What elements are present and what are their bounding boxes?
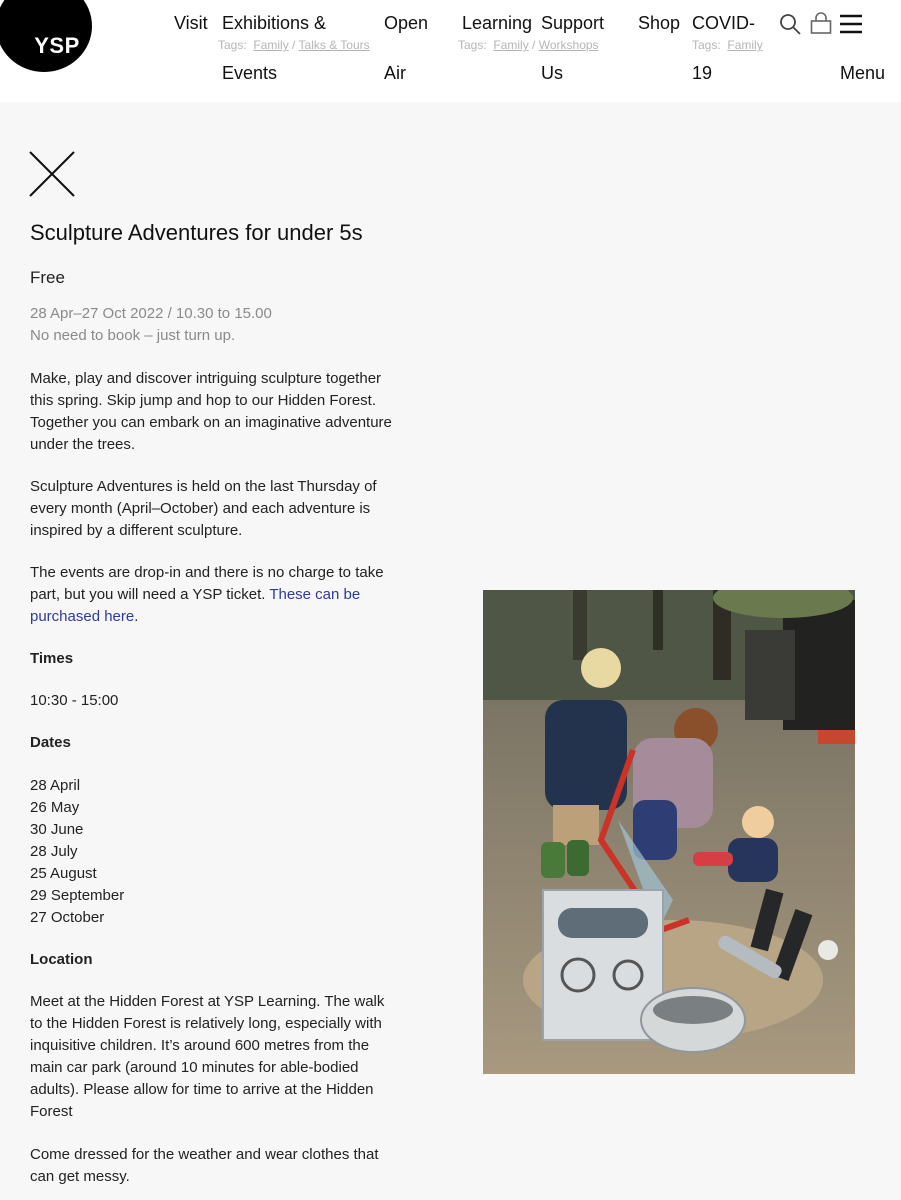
nav-exhibitions-events[interactable]: Exhibitions & Events — [222, 13, 327, 83]
list-item: 27 October — [30, 909, 105, 926]
times-heading: Times — [30, 650, 74, 667]
times-value: 10:30 - 15:00 — [30, 692, 119, 709]
nav-shop[interactable]: Shop — [638, 13, 681, 33]
nav-open-air[interactable]: Open Air — [384, 13, 429, 83]
list-item: 29 September — [30, 887, 125, 904]
nav-support-us[interactable]: Support Us — [541, 13, 605, 83]
ghost-tags-1: Tags: Family / Talks & Tours — [218, 38, 370, 52]
list-item: 28 July — [30, 843, 78, 860]
nav-covid-19[interactable]: COVID- 19 — [692, 13, 755, 83]
dates-list — [30, 775, 124, 929]
event-description-3: The events are drop-in and there is no charge to take part, but you will need a YSP ticket. These can be purchased here. — [30, 564, 384, 625]
close-icon[interactable] — [29, 151, 75, 197]
nav-menu-label[interactable]: Menu — [840, 63, 886, 83]
basket-icon[interactable] — [809, 12, 833, 41]
search-icon[interactable] — [778, 12, 802, 41]
list-item: 25 August — [30, 865, 97, 882]
dress-note: Come dressed for the weather and wear clothes that can get messy. — [30, 1146, 379, 1185]
event-description-1: Make, play and discover intriguing sculpture together this spring. Skip jump and hop to our Hidden Forest. Together you can embark on an imaginative adventure under the trees. — [30, 370, 392, 453]
location-description: Meet at the Hidden Forest at YSP Learning. The walk to the Hidden Forest is relatively long, especially with inquisitive children. It’s around 600 metres from the main car park (around 10 minutes for able-bodied adults). Please allow for time to arrive at the Hidden Forest — [30, 993, 385, 1120]
location-heading: Location — [30, 951, 93, 968]
list-item: 30 June — [30, 821, 84, 838]
list-item: 28 April — [30, 777, 81, 794]
event-booking-note: No need to book – just turn up. — [30, 327, 236, 344]
page-title: Sculpture Adventures for under 5s — [30, 220, 363, 245]
list-item: 26 May — [30, 799, 80, 816]
ghost-tags-3: Tags: Family — [692, 38, 763, 52]
event-photo — [483, 590, 855, 1074]
menu-icon[interactable] — [839, 13, 863, 40]
purchase-tickets-link[interactable]: These can be purchased here — [30, 586, 361, 625]
event-price: Free — [30, 268, 65, 287]
nav-visit[interactable]: Visit — [174, 13, 208, 33]
event-date-range: 28 Apr–27 Oct 2022 / 10.30 to 15.00 — [30, 305, 272, 322]
ghost-tags-2: Tags: Family / Workshops — [458, 38, 599, 52]
ysp-logo[interactable]: YSP — [0, 0, 92, 72]
site-header — [0, 0, 901, 102]
event-description-2: Sculpture Adventures is held on the last Thursday of every month (April–October) and each adventure is inspired by a different sculpture. — [30, 478, 377, 539]
dates-heading: Dates — [30, 734, 71, 751]
nav-learning[interactable]: Learning — [462, 13, 533, 33]
